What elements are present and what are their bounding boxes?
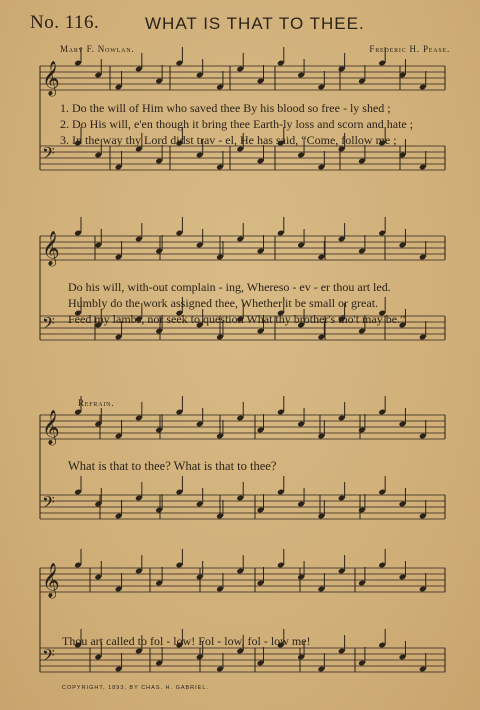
bass-clef: 𝄢 — [42, 492, 55, 516]
verse1-line2: Do his will, with-out complain - ing, Whereso - ev - er thou art led. — [68, 280, 391, 294]
refrain-line1: What is that to thee? What is that to thee? — [68, 459, 277, 473]
bass-clef: 𝄢 — [42, 645, 55, 669]
verse2-line2: Humbly do the work assigned thee, Whether it be small or great. — [68, 296, 379, 310]
bass-clef: 𝄢 — [42, 143, 55, 167]
composer-credit: Frederic H. Pease. — [369, 44, 450, 54]
bass-clef: 𝄢 — [42, 313, 55, 337]
refrain-label: Refrain. — [78, 398, 115, 408]
treble-clef: 𝄞 — [42, 563, 60, 598]
verse3-line1: 3. In the way thy Lord didst trav - el, He has said, “Come, follow me ; — [60, 133, 397, 147]
treble-clef: 𝄞 — [42, 410, 60, 445]
author-credit: Mary F. Nowlan. — [60, 44, 135, 54]
refrain-line2: Thou art called to fol - low! Fol - low, fol - low me! — [62, 634, 311, 648]
copyright-notice: COPYRIGHT, 1893, BY CHAS. H. GABRIEL. — [62, 685, 209, 691]
verse2-line1: 2. Do His will, e'en though it bring thee Earth-ly loss and scorn and hate ; — [60, 117, 414, 131]
verse3-line2: Feed my lambs, nor seek to question What thy brother's tho't may be.” — [68, 312, 406, 326]
hymn-number: No. 116. — [30, 12, 100, 33]
treble-clef: 𝄞 — [42, 61, 60, 96]
verse1-line1: 1. Do the will of Him who saved thee By his blood so free - ly shed ; — [60, 101, 391, 115]
hymn-title: WHAT IS THAT TO THEE. — [145, 14, 365, 33]
treble-clef: 𝄞 — [42, 231, 60, 266]
